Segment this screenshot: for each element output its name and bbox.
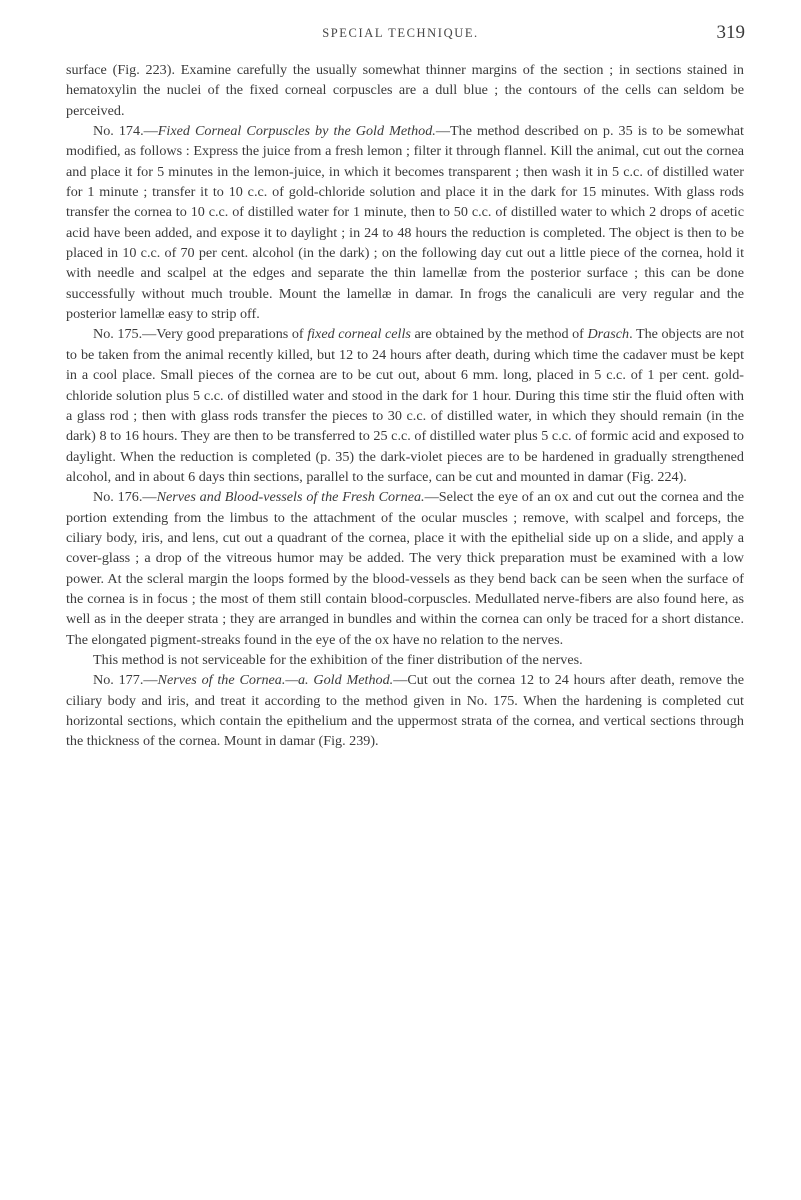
- paragraph-text: Very good preparations of: [156, 326, 308, 343]
- paragraph-text: —The method described on p. 35 is to be somewhat modified, as follows : Express the juice from a fresh lemon ; filter it through flannel. Kill the animal, cut out the cornea and place it for 5 minutes in the lemon-juice, in which it becomes transparent ; then wash it in 5 c.c. of distilled water for 1 minute ; transfer it to 10 c.c. of gold-chloride solution and place it in the dark for 15 minutes. With glass rods transfer the cornea to 10 c.c. of distilled water for 1 minute, then to 50 c.c. of distilled water to which 2 drops of acetic acid have been added, and expose it to daylight ; in 24 to 48 hours the reduction is completed. The object is then to be placed in 10 c.c. of 70 per cent. alcohol (in the dark) ; on the following day cut out a little piece of the cornea, hold it with needle and scalpel at the edges and separate the thin lamellæ from the posterior surface ; this can be done successfully without much trouble. Mount the lamellæ in damar. In frogs the canaliculi are very regular and the posterior lamellæ easy to strip off.: [66, 123, 744, 323]
- paragraph-continued: [66, 60, 744, 121]
- paragraph-no-176: [66, 487, 744, 650]
- section-number: No. 177.—: [93, 672, 158, 689]
- page-number: 319: [716, 22, 745, 43]
- paragraph-note: [66, 650, 744, 670]
- paragraph-text: —Select the eye of an ox and cut out the cornea and the portion extending from the limbus to the attachment of the ocular muscles ; remove, with scalpel and forceps, the ciliary body, iris, and lens, cut out a quadrant of the cornea, place it with the epithelial side up on a slide, and apply a cover-glass ; a drop of the vitreous humor may be added. The very thick preparation must be examined with a low power. At the scleral margin the loops formed by the blood-vessels as they bend back can be seen when the surface of the cornea is in focus ; the most of them still contain blood-corpuscles. Medullated nerve-fibers are also found here, as well as in the deeper strata ; they are arranged in bundles and within the cornea can only be traced for a short distance. The elongated pigment-streaks found in the eye of the ox have no relation to the nerves.: [66, 489, 745, 648]
- paragraph-text: This method is not serviceable for the exhibition of the finer distribution of the nerves.: [93, 651, 583, 668]
- paragraph-text: surface (Fig. 223). Examine carefully the usually somewhat thinner margins of the section ; in sections stained in hematoxylin the nuclei of the fixed corneal corpuscles are a dull blue ; the contours of the cells can seldom be perceived.: [66, 62, 744, 119]
- paragraph-no-174: [66, 121, 744, 324]
- paragraph-text: . The objects are not to be taken from the animal recently killed, but 12 to 24 hours after death, during which time the cadaver must be kept in a cool place. Small pieces of the cornea are to be cut out, about 6 mm. long, placed in 5 c.c. of 1 per cent. gold-chloride solution plus 5 c.c. of distilled water and stood in the dark for 1 hour. During this time stir the fluid often with a glass rod ; then with glass rods transfer the pieces to 30 c.c. of distilled water, in which they should remain (in the dark) 8 to 16 hours. They are then to be transferred to 25 c.c. of distilled water plus 5 c.c. of formic acid and exposed to daylight. When the reduction is completed (p. 35) the dark-violet pieces are to be hardened in gradually strengthened alcohol, and in about 6 days thin sections, parallel to the surface, can be cut and mounted in damar (Fig. 224).: [66, 326, 745, 485]
- paragraph-text: are obtained by the method of: [410, 326, 588, 343]
- running-head-title: SPECIAL TECHNIQUE.: [322, 26, 479, 40]
- body-text: [66, 60, 744, 752]
- section-number: No. 174.—: [93, 123, 158, 140]
- section-title: Nerves and Blood-vessels of the Fresh Cornea.: [156, 489, 425, 506]
- section-title: Nerves of the Cornea.—a. Gold Method.: [157, 672, 394, 689]
- paragraph-text: —Cut out the cornea 12 to 24 hours after death, remove the ciliary body and iris, and treat it according to the method given in No. 175. When the hardening is completed cut horizontal sections, which contain the epithelium and the uppermost strata of the cornea, and vertical sections through the thickness of the cornea. Mount in damar (Fig. 239).: [66, 672, 745, 750]
- paragraph-no-175: [66, 324, 744, 487]
- running-head: [0, 22, 801, 48]
- section-number: No. 175.—: [93, 326, 157, 343]
- section-title: Fixed Corneal Corpuscles by the Gold Method.: [157, 123, 436, 140]
- emphasis-text: fixed corneal cells: [307, 326, 411, 343]
- section-number: No. 176.—: [93, 489, 157, 506]
- paragraph-no-177: [66, 670, 744, 751]
- author-name: Drasch: [587, 326, 630, 343]
